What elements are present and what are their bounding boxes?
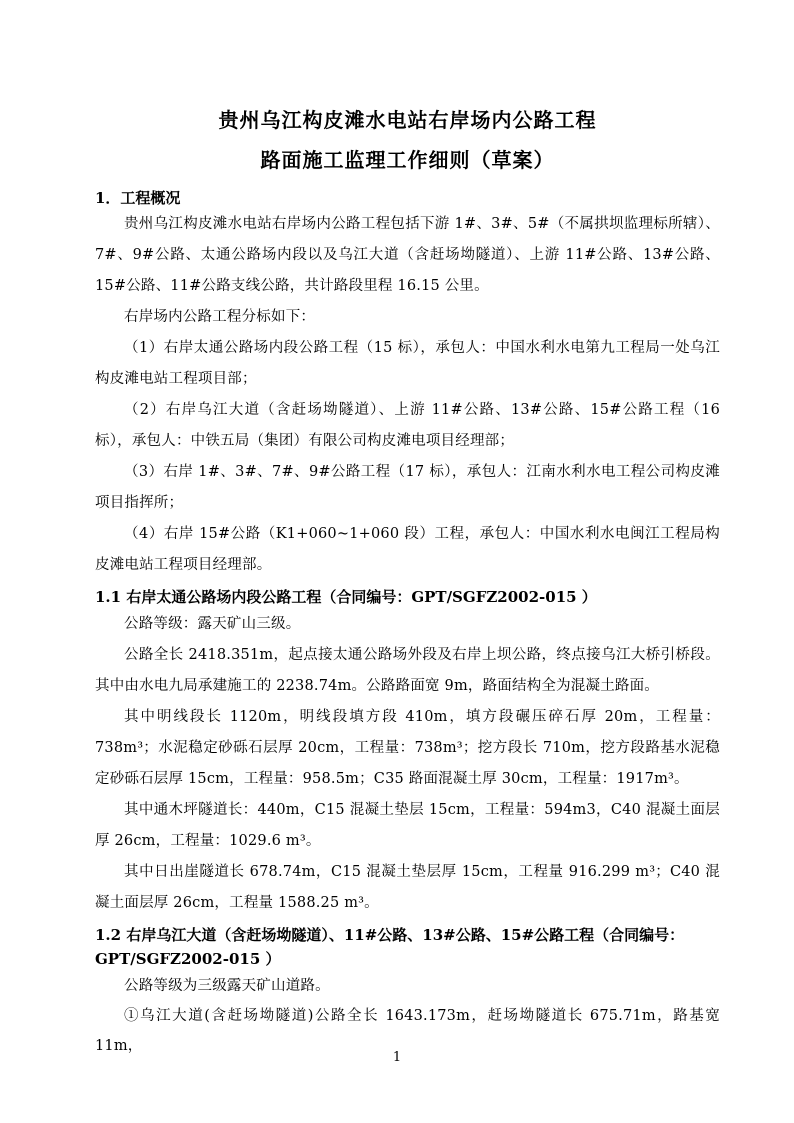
document-body — [95, 100, 720, 1061]
paragraph: （4）右岸 15#公路（K1+060~1+060 段）工程，承包人：中国水利水电闽江工程局构皮滩电站工程项目经理部。 — [95, 526, 720, 573]
paragraph: 公路全长 2418.351m，起点接太通公路场外段及右岸上坝公路，终点接乌江大桥引桥段。其中由水电九局承建施工的 2238.74m。公路路面宽 9m，路面结构全为混凝土路面。 — [95, 647, 720, 694]
paragraph: 右岸场内公路工程分标如下： — [124, 309, 316, 325]
paragraph: 公路等级为三级露天矿山道路。 — [124, 978, 330, 994]
paragraph: （3）右岸 1#、3#、7#、9#公路工程（17 标），承包人：江南水利水电工程公司构皮滩项目指挥所； — [95, 464, 720, 511]
section-heading-1-1: 1.1 右岸太通公路场内段公路工程（合同编号：GPT/SGFZ2002-015 ） — [95, 588, 597, 606]
paragraph: （2）右岸乌江大道（含赶场坳隧道）、上游 11#公路、13#公路、15#公路工程（16 标），承包人：中铁五局（集团）有限公司构皮滩电项目经理部； — [95, 402, 720, 449]
paragraph: （1）右岸太通公路场内段公路工程（15 标），承包人：中国水利水电第九工程局一处乌江构皮滩电站工程项目部； — [95, 340, 720, 387]
paragraph: 其中通木坪隧道长：440m，C15 混凝土垫层 15cm，工程量：594m3，C40 混凝土面层厚 26cm，工程量：1029.6 m³。 — [95, 802, 720, 849]
paragraph: 公路等级：露天矿山三级。 — [124, 616, 301, 632]
section-heading-overview: 1．工程概况 — [95, 189, 181, 207]
paragraph: 其中日出崖隧道长 678.74m，C15 混凝土垫层厚 15cm，工程量 916.299 m³；C40 混凝土面层厚 26cm，工程量 1588.25 m³。 — [95, 864, 720, 911]
paragraph: 贵州乌江构皮滩水电站右岸场内公路工程包括下游 1#、3#、5#（不属拱坝监理标所辖）、7#、9#公路、太通公路场内段以及乌江大道（含赶场坳隧道）、上游 11#公路、13#公路、15#公路、11#公路支线公路，共计路段里程 16.15 公里。 — [95, 216, 720, 294]
document-title-line1: 贵州乌江构皮滩水电站右岸场内公路工程 — [218, 108, 597, 132]
paragraph: ①乌江大道(含赶场坳隧道)公路全长 1643.173m，赶场坳隧道长 675.71m，路基宽 11m， — [95, 1008, 720, 1054]
document-title-line2: 路面施工监理工作细则（草案） — [260, 148, 555, 172]
paragraph: 其中明线段长 1120m，明线段填方段 410m，填方段碾压碎石厚 20m，工程量：738m³；水泥稳定砂砾石层厚 20cm，工程量：738m³；挖方段长 710m，挖方段路基水泥稳定砂砾石层厚 15cm，工程量：958.5m；C35 路面混凝土厚 30cm，工程量：1917m³。 — [95, 709, 720, 787]
page-number: 1 — [392, 1050, 402, 1065]
section-heading-1-2: 1.2 右岸乌江大道（含赶场坳隧道）、11#公路、13#公路、15#公路工程（合同编号：GPT/SGFZ2002-015 ） — [95, 926, 685, 968]
